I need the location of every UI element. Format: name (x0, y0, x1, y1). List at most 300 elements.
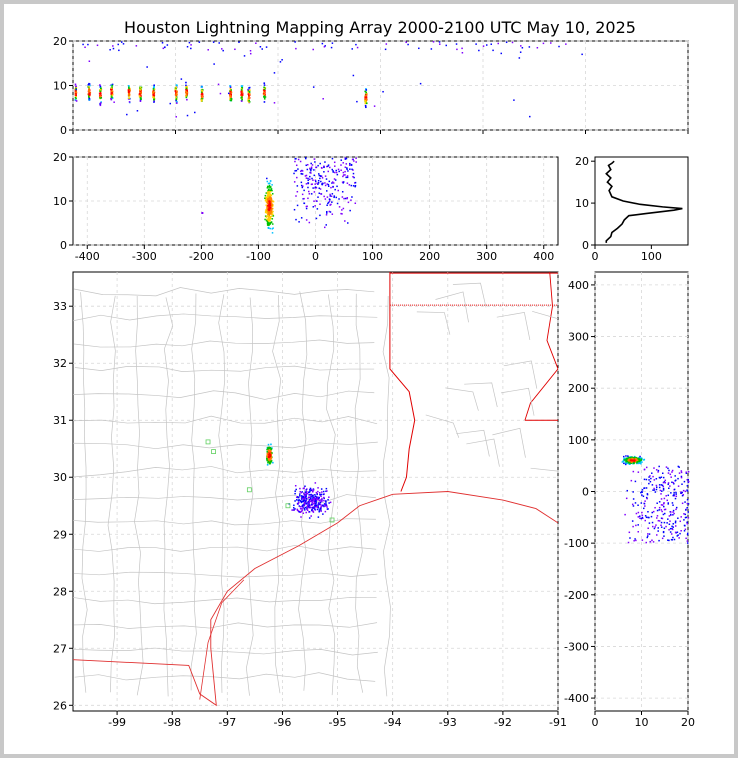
source-point (321, 488, 323, 490)
source-point (241, 99, 243, 101)
source-point (268, 201, 270, 203)
source-point (121, 41, 123, 43)
source-point (639, 517, 641, 519)
source-point (312, 496, 314, 498)
source-point (316, 183, 318, 185)
source-point (658, 470, 660, 472)
source-point (309, 504, 311, 506)
source-point (646, 542, 648, 544)
source-point (685, 538, 687, 540)
source-point (304, 508, 306, 510)
source-point (668, 529, 670, 531)
source-point (326, 212, 328, 214)
source-point (644, 503, 646, 505)
source-point (269, 219, 271, 221)
source-point (522, 47, 524, 49)
source-point (261, 48, 263, 50)
source-point (648, 476, 650, 478)
source-point (176, 93, 178, 95)
source-point (110, 93, 112, 95)
source-point (314, 175, 316, 177)
source-point (317, 165, 319, 167)
source-point (88, 93, 90, 95)
source-point (666, 522, 668, 524)
source-point (664, 509, 666, 511)
source-point (273, 215, 275, 217)
source-point (260, 46, 262, 48)
source-point (325, 198, 327, 200)
source-point (153, 87, 155, 89)
source-point (352, 176, 354, 178)
x-tick-label: -94 (383, 716, 402, 729)
source-point (176, 102, 178, 104)
source-point (365, 96, 367, 98)
source-point (334, 178, 336, 180)
source-point (687, 540, 689, 542)
y-tick-label: 26 (53, 699, 67, 713)
source-point (295, 485, 297, 487)
source-point (301, 492, 303, 494)
source-point (300, 161, 302, 163)
source-point (519, 57, 521, 59)
source-point (640, 459, 642, 461)
source-point (347, 222, 349, 224)
x-tick-label: -96 (273, 716, 292, 729)
source-point (303, 198, 305, 200)
source-point (327, 196, 329, 198)
source-point (677, 531, 679, 533)
source-point (323, 494, 325, 496)
source-point (687, 490, 689, 492)
source-point (248, 100, 250, 102)
source-point (647, 533, 649, 535)
source-point (675, 493, 677, 495)
source-point (647, 494, 649, 496)
source-point (220, 93, 222, 95)
source-point (307, 505, 309, 507)
source-point (272, 232, 274, 234)
source-point (311, 193, 313, 195)
source-point (273, 201, 275, 203)
source-point (301, 495, 303, 497)
source-point (662, 538, 664, 540)
source-point (162, 42, 164, 44)
source-point (673, 513, 675, 515)
source-point (309, 193, 311, 195)
source-point (269, 450, 271, 452)
source-point (334, 165, 336, 167)
source-point (264, 98, 266, 100)
source-point (297, 509, 299, 511)
source-point (336, 197, 338, 199)
source-point (319, 215, 321, 217)
source-point (332, 213, 334, 215)
source-point (407, 44, 409, 46)
source-point (301, 508, 303, 510)
source-point (332, 158, 334, 160)
source-point (318, 516, 320, 518)
source-point (82, 44, 84, 46)
source-point (663, 535, 665, 537)
source-point (646, 497, 648, 499)
source-point (231, 100, 233, 102)
source-point (668, 470, 670, 472)
source-point (153, 101, 155, 103)
source-point (271, 184, 273, 186)
source-point (674, 489, 676, 491)
source-point (351, 196, 353, 198)
source-point (240, 94, 242, 96)
source-point (626, 498, 628, 500)
source-point (213, 41, 215, 43)
source-point (331, 195, 333, 197)
source-point (629, 463, 631, 465)
source-point (265, 199, 267, 201)
source-point (664, 482, 666, 484)
source-point (229, 85, 231, 87)
x-tick-label: -97 (218, 716, 237, 729)
source-point (163, 48, 165, 50)
source-point (316, 200, 318, 202)
source-point (628, 542, 630, 544)
source-point (294, 161, 296, 163)
source-point (301, 182, 303, 184)
source-point (669, 523, 671, 525)
source-point (336, 186, 338, 188)
x-tick-label: -100 (245, 250, 271, 263)
source-point (330, 502, 332, 504)
source-point (305, 493, 307, 495)
source-point (529, 46, 531, 48)
source-point (88, 86, 90, 88)
source-point (311, 178, 313, 180)
source-point (673, 482, 675, 484)
source-point (113, 48, 115, 50)
source-point (652, 522, 654, 524)
source-point (382, 91, 384, 93)
source-point (683, 519, 685, 521)
source-point (230, 98, 232, 100)
source-point (641, 502, 643, 504)
source-point (635, 502, 637, 504)
source-point (269, 209, 271, 211)
source-point (478, 50, 480, 52)
source-point (298, 499, 300, 501)
source-point (89, 60, 91, 62)
source-point (319, 193, 321, 195)
source-point (270, 209, 272, 211)
source-point (185, 85, 187, 87)
source-point (322, 177, 324, 179)
source-point (307, 169, 309, 171)
source-point (343, 174, 345, 176)
source-point (623, 458, 625, 460)
source-point (565, 43, 567, 45)
source-point (329, 204, 331, 206)
source-point (310, 163, 312, 165)
source-point (310, 488, 312, 490)
source-point (189, 42, 191, 44)
source-point (643, 508, 645, 510)
source-point (341, 159, 343, 161)
source-point (303, 190, 305, 192)
source-point (658, 520, 660, 522)
source-point (654, 526, 656, 528)
source-point (653, 488, 655, 490)
source-point (311, 499, 313, 501)
source-point (328, 171, 330, 173)
source-point (274, 102, 276, 104)
source-point (310, 490, 312, 492)
source-point (310, 515, 312, 517)
source-point (646, 487, 648, 489)
source-point (99, 89, 101, 91)
source-point (126, 114, 128, 116)
source-point (445, 45, 447, 47)
source-point (311, 509, 313, 511)
source-point (344, 171, 346, 173)
source-point (647, 517, 649, 519)
source-point (309, 511, 311, 513)
source-point (658, 466, 660, 468)
y-tick-label: 10 (53, 195, 67, 208)
source-point (386, 43, 388, 45)
source-point (314, 158, 316, 160)
source-point (320, 181, 322, 183)
source-point (311, 504, 313, 506)
source-point (673, 510, 675, 512)
source-point (670, 528, 672, 530)
source-point (265, 195, 267, 197)
source-point (501, 53, 503, 55)
source-point (659, 520, 661, 522)
source-point (272, 193, 274, 195)
y-tick-label: -100 (564, 537, 589, 551)
source-point (137, 110, 139, 112)
x-tick-label: -300 (131, 250, 157, 263)
source-point (267, 454, 269, 456)
source-point (313, 489, 315, 491)
source-point (302, 173, 304, 175)
source-point (334, 189, 336, 191)
source-point (311, 183, 313, 185)
source-point (344, 220, 346, 222)
source-point (431, 48, 433, 50)
source-point (304, 504, 306, 506)
source-point (355, 161, 357, 163)
source-point (294, 508, 296, 510)
source-point (655, 491, 657, 493)
source-point (88, 84, 90, 86)
source-point (681, 483, 683, 485)
source-point (640, 463, 642, 465)
source-point (653, 511, 655, 513)
source-point (648, 483, 650, 485)
source-point (677, 478, 679, 480)
source-point (319, 500, 321, 502)
source-point (128, 89, 130, 91)
source-point (639, 515, 641, 517)
source-point (680, 530, 682, 532)
source-point (241, 91, 243, 93)
source-point (272, 223, 274, 225)
source-point (271, 215, 273, 217)
source-point (349, 163, 351, 165)
source-point (271, 201, 273, 203)
source-point (642, 539, 644, 541)
source-point (293, 173, 295, 175)
source-point (315, 167, 317, 169)
source-point (670, 474, 672, 476)
source-point (663, 506, 665, 508)
source-point (679, 472, 681, 474)
source-point (632, 491, 634, 493)
source-point (688, 479, 690, 481)
source-point (491, 43, 493, 45)
source-point (268, 191, 270, 193)
source-point (650, 541, 652, 543)
x-tick-label: -98 (163, 716, 182, 729)
source-point (623, 463, 625, 465)
source-point (270, 180, 272, 182)
source-point (664, 498, 666, 500)
source-point (685, 514, 687, 516)
source-point (657, 510, 659, 512)
source-point (671, 533, 673, 535)
source-point (327, 166, 329, 168)
source-point (639, 456, 641, 458)
y-tick-label: 300 (568, 330, 589, 344)
source-point (255, 42, 257, 44)
source-point (675, 521, 677, 523)
source-point (309, 222, 311, 224)
source-point (668, 482, 670, 484)
source-point (324, 46, 326, 48)
source-point (238, 42, 240, 44)
y-tick-label: 0 (60, 124, 67, 137)
source-point (631, 459, 633, 461)
source-point (331, 201, 333, 203)
source-point (333, 182, 335, 184)
source-point (668, 495, 670, 497)
source-point (269, 195, 271, 197)
source-point (325, 500, 327, 502)
source-point (675, 525, 677, 527)
source-point (506, 42, 508, 44)
source-point (630, 457, 632, 459)
source-point (328, 185, 330, 187)
source-point (651, 516, 653, 518)
source-point (315, 482, 317, 484)
source-point (529, 116, 531, 118)
source-point (167, 44, 169, 46)
source-point (326, 190, 328, 192)
source-point (343, 181, 345, 183)
y-tick-label: 31 (53, 414, 67, 428)
source-point (305, 512, 307, 514)
source-point (307, 180, 309, 182)
source-point (320, 499, 322, 501)
source-point (269, 456, 271, 458)
source-point (320, 502, 322, 504)
source-point (201, 93, 203, 95)
source-point (636, 458, 638, 460)
source-point (662, 473, 664, 475)
source-point (326, 205, 328, 207)
source-point (326, 488, 328, 490)
x-tick-label: 0 (312, 250, 319, 263)
source-point (334, 172, 336, 174)
source-point (272, 228, 274, 230)
source-point (267, 219, 269, 221)
source-point (651, 472, 653, 474)
source-point (537, 47, 539, 49)
source-point (640, 492, 642, 494)
source-point (674, 475, 676, 477)
source-point (641, 461, 643, 463)
source-point (207, 49, 209, 51)
source-point (307, 164, 309, 166)
source-point (316, 496, 318, 498)
source-point (291, 509, 293, 511)
source-point (315, 181, 317, 183)
source-point (332, 42, 334, 44)
source-point (625, 459, 627, 461)
x-tick-label: 20 (681, 716, 695, 729)
source-point (128, 91, 130, 93)
source-point (185, 86, 187, 88)
source-point (294, 181, 296, 183)
source-point (306, 177, 308, 179)
source-point (633, 498, 635, 500)
source-point (667, 484, 669, 486)
source-point (681, 470, 683, 472)
source-point (312, 187, 314, 189)
source-point (439, 43, 441, 45)
source-point (320, 175, 322, 177)
source-point (661, 511, 663, 513)
source-point (665, 495, 667, 497)
source-point (306, 206, 308, 208)
source-point (642, 489, 644, 491)
source-point (314, 494, 316, 496)
source-point (684, 481, 686, 483)
source-point (512, 42, 514, 44)
source-point (307, 507, 309, 509)
source-point (316, 218, 318, 220)
source-point (100, 104, 102, 106)
source-point (267, 223, 269, 225)
source-point (627, 490, 629, 492)
source-point (664, 528, 666, 530)
source-point (264, 90, 266, 92)
source-point (652, 512, 654, 514)
source-point (638, 471, 640, 473)
source-point (626, 458, 628, 460)
source-point (670, 514, 672, 516)
source-point (667, 468, 669, 470)
source-point (330, 195, 332, 197)
source-point (343, 198, 345, 200)
source-point (652, 476, 654, 478)
source-point (306, 219, 308, 221)
source-point (319, 203, 321, 205)
source-point (268, 189, 270, 191)
source-point (218, 84, 220, 86)
source-point (248, 93, 250, 95)
source-point (250, 50, 252, 52)
source-point (635, 481, 637, 483)
